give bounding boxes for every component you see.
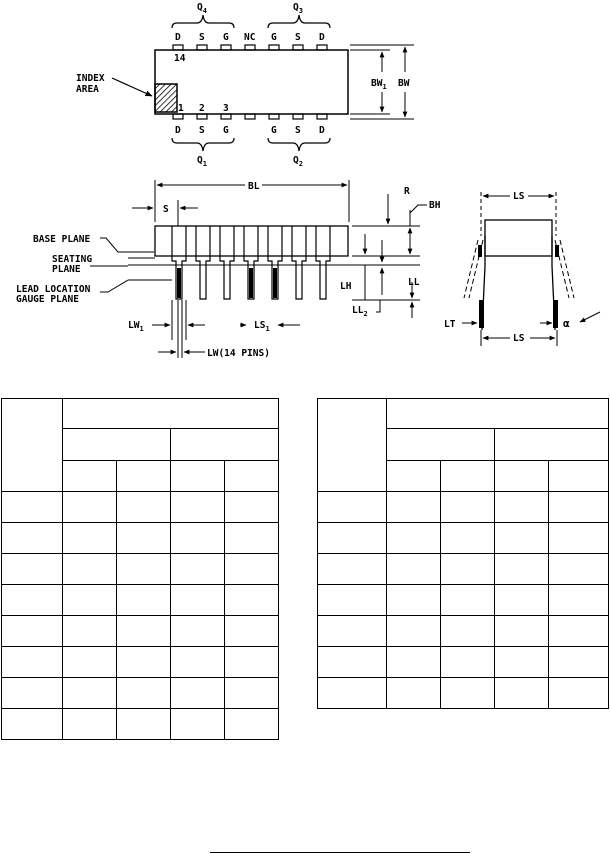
top-pin-5: G: [271, 32, 277, 43]
table-cell: [171, 554, 225, 585]
table-row: [2, 399, 279, 429]
table-cell: [63, 461, 117, 492]
top-pin-6: S: [295, 32, 301, 43]
table-cell: [225, 523, 279, 554]
seating-plane-label-2: PLANE: [52, 264, 81, 275]
table-cell: [225, 492, 279, 523]
bh-label: BH: [429, 200, 441, 211]
table-row: [2, 709, 279, 740]
table-cell: [2, 399, 63, 492]
ll2-label: $LL_2$: [352, 305, 368, 318]
table-row: [2, 523, 279, 554]
table-cell: [318, 616, 387, 647]
table-row: [2, 554, 279, 585]
table-row: [318, 523, 609, 554]
pin-1-number: 1: [178, 103, 184, 114]
table-cell: [225, 554, 279, 585]
top-pin-7: D: [319, 32, 325, 43]
table-cell: [318, 585, 387, 616]
bottom-pin-7: D: [319, 125, 325, 136]
q3-label: $Q_3$: [293, 2, 303, 15]
table-row: [318, 399, 609, 429]
table-cell: [549, 678, 609, 709]
table-cell: [117, 492, 171, 523]
table-cell: [441, 554, 495, 585]
brace-q1: [172, 138, 234, 151]
top-pin-2: S: [199, 32, 205, 43]
lh-label: LH: [340, 281, 352, 292]
brace-q4: [172, 15, 234, 28]
s-label: S: [163, 204, 169, 215]
table-cell: [2, 523, 63, 554]
lw1-label: $LW_1$: [128, 320, 144, 333]
table-cell: [495, 554, 549, 585]
table-row: [2, 647, 279, 678]
table-cell: [441, 678, 495, 709]
table-row: [318, 585, 609, 616]
table-cell: [318, 647, 387, 678]
table-cell: [441, 523, 495, 554]
table-cell: [318, 492, 387, 523]
table-cell: [63, 429, 171, 461]
top-pin-4: NC: [244, 32, 256, 43]
r-label: R: [404, 186, 410, 197]
bottom-pin-6: S: [295, 125, 301, 136]
table-cell: [171, 523, 225, 554]
table-cell: [495, 429, 609, 461]
base-plane-label: BASE PLANE: [33, 234, 91, 245]
table-cell: [63, 647, 117, 678]
table-cell: [495, 585, 549, 616]
table-cell: [387, 399, 609, 429]
table-cell: [495, 616, 549, 647]
table-cell: [549, 585, 609, 616]
table-cell: [318, 678, 387, 709]
table-cell: [2, 647, 63, 678]
table-cell: [495, 523, 549, 554]
bottom-pin-1: D: [175, 125, 181, 136]
table-cell: [63, 585, 117, 616]
end-view-labels: [444, 191, 570, 344]
dimension-table-right: [317, 398, 609, 709]
lead-location-label-1: LEAD LOCATION: [16, 284, 91, 295]
lw-14-pins-label: LW(14 PINS): [207, 348, 270, 359]
table-cell: [63, 709, 117, 740]
table-cell: [117, 709, 171, 740]
table-cell: [171, 616, 225, 647]
table-row: [2, 585, 279, 616]
table-cell: [318, 554, 387, 585]
pin-2-number: 2: [199, 103, 205, 114]
table-cell: [63, 492, 117, 523]
table-cell: [441, 585, 495, 616]
top-pin-3: G: [223, 32, 229, 43]
table-row: [2, 678, 279, 709]
table-cell: [63, 678, 117, 709]
index-area-label-1: INDEX: [76, 73, 105, 84]
table-row: [318, 647, 609, 678]
table-cell: [549, 461, 609, 492]
table-cell: [117, 554, 171, 585]
table-cell: [2, 554, 63, 585]
package-outline-drawing: [0, 0, 610, 400]
table-cell: [387, 554, 441, 585]
top-view: [112, 15, 414, 151]
table-row: [318, 616, 609, 647]
bottom-pin-2: S: [199, 125, 205, 136]
table-cell: [117, 678, 171, 709]
table-cell: [318, 399, 387, 492]
table-cell: [2, 709, 63, 740]
table-cell: [495, 678, 549, 709]
table-cell: [387, 492, 441, 523]
table-cell: [2, 492, 63, 523]
table-row: [318, 492, 609, 523]
table-cell: [495, 647, 549, 678]
table-cell: [387, 678, 441, 709]
pin-14-number: 14: [174, 53, 186, 64]
top-view-labels: [76, 2, 410, 168]
q2-label: $Q_2$: [293, 155, 303, 168]
alpha-label: α: [563, 317, 570, 330]
table-cell: [549, 492, 609, 523]
table-cell: [171, 647, 225, 678]
ll-label: LL: [408, 277, 420, 288]
side-view-labels: [16, 181, 441, 359]
table-cell: [117, 523, 171, 554]
bottom-pin-5: G: [271, 125, 277, 136]
table-cell: [387, 461, 441, 492]
q1-label: $Q_1$: [197, 155, 207, 168]
table-cell: [549, 647, 609, 678]
table-cell: [63, 616, 117, 647]
bottom-pin-3: G: [223, 125, 229, 136]
bw1-label: $BW_1$: [371, 78, 387, 91]
table-cell: [171, 678, 225, 709]
table-cell: [549, 523, 609, 554]
table-row: [2, 616, 279, 647]
seating-plane-label-1: SEATING: [52, 254, 93, 265]
pin-3-number: 3: [223, 103, 229, 114]
table-cell: [63, 554, 117, 585]
table-cell: [225, 461, 279, 492]
table-cell: [117, 461, 171, 492]
brace-q3: [268, 15, 330, 28]
table-cell: [171, 585, 225, 616]
package-body-end: [485, 220, 552, 256]
table-row: [318, 678, 609, 709]
table-cell: [318, 523, 387, 554]
lead-location-label-2: GAUGE PLANE: [16, 294, 79, 305]
table-cell: [441, 647, 495, 678]
table-cell: [63, 399, 279, 429]
table-cell: [225, 647, 279, 678]
end-lead-dark: [478, 245, 559, 328]
package-body-side: [155, 226, 348, 256]
table-cell: [171, 461, 225, 492]
footer-rule: [210, 852, 470, 853]
table-cell: [171, 492, 225, 523]
lead-centers: [177, 268, 277, 298]
q4-label: $Q_4$: [197, 2, 207, 15]
table-cell: [225, 709, 279, 740]
brace-q2: [268, 138, 330, 151]
lt-label: LT: [444, 319, 456, 330]
table-cell: [441, 616, 495, 647]
table-cell: [549, 554, 609, 585]
index-area-hatch: [155, 84, 177, 112]
index-area-label-2: AREA: [76, 84, 99, 95]
top-pin-1: D: [175, 32, 181, 43]
table-cell: [117, 616, 171, 647]
table-row: [318, 554, 609, 585]
table-cell: [225, 585, 279, 616]
table-cell: [225, 678, 279, 709]
table-cell: [495, 492, 549, 523]
table-cell: [387, 647, 441, 678]
table-cell: [549, 616, 609, 647]
table-cell: [117, 647, 171, 678]
table-cell: [387, 616, 441, 647]
table-cell: [63, 523, 117, 554]
dimension-table-left: [1, 398, 279, 740]
bw-label: BW: [398, 78, 410, 89]
table-cell: [2, 585, 63, 616]
table-cell: [2, 678, 63, 709]
end-view: [462, 192, 600, 346]
table-cell: [2, 616, 63, 647]
table-cell: [441, 461, 495, 492]
ls-bottom-label: LS: [513, 333, 525, 344]
table-cell: [117, 585, 171, 616]
table-cell: [171, 429, 279, 461]
bl-label: BL: [248, 181, 260, 192]
table-cell: [387, 523, 441, 554]
table-cell: [387, 429, 495, 461]
table-cell: [441, 492, 495, 523]
table-cell: [387, 585, 441, 616]
ls1-label: $LS_1$: [254, 320, 270, 333]
table-cell: [225, 616, 279, 647]
table-cell: [171, 709, 225, 740]
table-cell: [495, 461, 549, 492]
ls-top-label: LS: [513, 191, 525, 202]
table-row: [2, 492, 279, 523]
